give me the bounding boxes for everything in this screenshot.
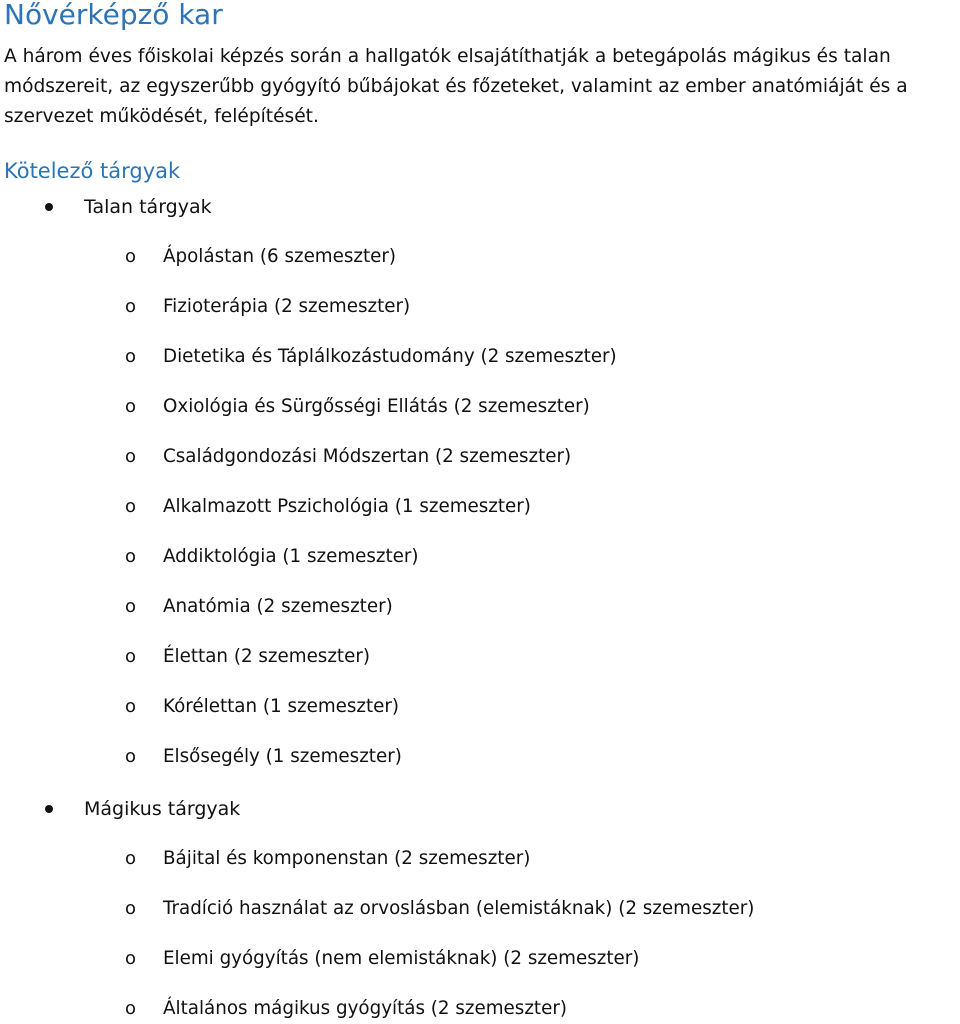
sub-list-item: [0, 642, 940, 672]
intro-paragraph: A három éves főiskolai képzés során a hallgatók elsajátíthatják a betegápolás mágikus és talan módszereit, az egyszerűbb gyógyító bűbájokat és főzeteket, valamint az ember anatómiáját és a szervezet működését, felépítését.: [4, 46, 908, 127]
main-list-item-label: Talan tárgyak: [84, 196, 212, 218]
hollow-circle-bullet-icon: o: [125, 396, 137, 417]
section-heading: Kötelező tárgyak: [4, 159, 181, 183]
sub-list-item: [0, 894, 940, 924]
sub-list-item: [0, 944, 940, 974]
main-list-item-talan: [0, 192, 900, 222]
sub-list-item: [0, 844, 940, 874]
sub-list-item-label: Elsősegély (1 szemeszter): [163, 746, 402, 767]
hollow-circle-bullet-icon: o: [125, 696, 137, 717]
sub-list-item: [0, 994, 940, 1024]
page-title: Nővérképző kar: [4, 0, 223, 31]
sub-list-item-label: Ápolástan (6 szemeszter): [163, 246, 397, 267]
main-list-item-label: Mágikus tárgyak: [84, 798, 241, 820]
hollow-circle-bullet-icon: o: [125, 446, 137, 467]
hollow-circle-bullet-icon: o: [125, 848, 137, 869]
sub-list-item-label: Anatómia (2 szemeszter): [163, 596, 393, 617]
sub-list-item: [0, 492, 940, 522]
sub-list-item: [0, 542, 940, 572]
hollow-circle-bullet-icon: o: [125, 346, 137, 367]
sub-list-item: [0, 292, 940, 322]
sub-list-item: [0, 442, 940, 472]
hollow-circle-bullet-icon: o: [125, 746, 137, 767]
sub-list-item-label: Oxiológia és Sürgősségi Ellátás (2 szemeszter): [163, 396, 590, 417]
hollow-circle-bullet-icon: o: [125, 998, 137, 1019]
sub-list-item: [0, 742, 940, 772]
sub-list-item-label: Általános mágikus gyógyítás (2 szemeszter): [163, 998, 567, 1019]
sub-list-item-label: Kórélettan (1 szemeszter): [163, 696, 400, 717]
sub-list-item-label: Élettan (2 szemeszter): [163, 646, 370, 667]
sub-list-item: [0, 392, 940, 422]
hollow-circle-bullet-icon: o: [125, 496, 137, 517]
sub-list-item-label: Tradíció használat az orvoslásban (elemistáknak) (2 szemeszter): [163, 898, 755, 919]
hollow-circle-bullet-icon: o: [125, 948, 137, 969]
main-list-item-magikus: [0, 794, 900, 824]
sub-list-item: [0, 242, 940, 272]
sub-list-item-label: Dietetika és Táplálkozástudomány (2 szemeszter): [163, 346, 617, 367]
sub-list-item: [0, 592, 940, 622]
sub-list-item: [0, 692, 940, 722]
filled-circle-bullet-icon: [45, 203, 53, 211]
sub-list-item-label: Alkalmazott Pszichológia (1 szemeszter): [163, 496, 531, 517]
hollow-circle-bullet-icon: o: [125, 546, 137, 567]
sub-list-item-label: Fizioterápia (2 szemeszter): [163, 296, 411, 317]
hollow-circle-bullet-icon: o: [125, 596, 137, 617]
sub-list-item-label: Családgondozási Módszertan (2 szemeszter): [163, 446, 572, 467]
sub-list-item: [0, 342, 940, 372]
hollow-circle-bullet-icon: o: [125, 646, 137, 667]
sub-list-item-label: Elemi gyógyítás (nem elemistáknak) (2 szemeszter): [163, 948, 640, 969]
hollow-circle-bullet-icon: o: [125, 296, 137, 317]
sub-list-item-label: Bájital és komponenstan (2 szemeszter): [163, 848, 531, 869]
hollow-circle-bullet-icon: o: [125, 246, 137, 267]
hollow-circle-bullet-icon: o: [125, 898, 137, 919]
sub-list-item-label: Addiktológia (1 szemeszter): [163, 546, 419, 567]
filled-circle-bullet-icon: [45, 805, 53, 813]
